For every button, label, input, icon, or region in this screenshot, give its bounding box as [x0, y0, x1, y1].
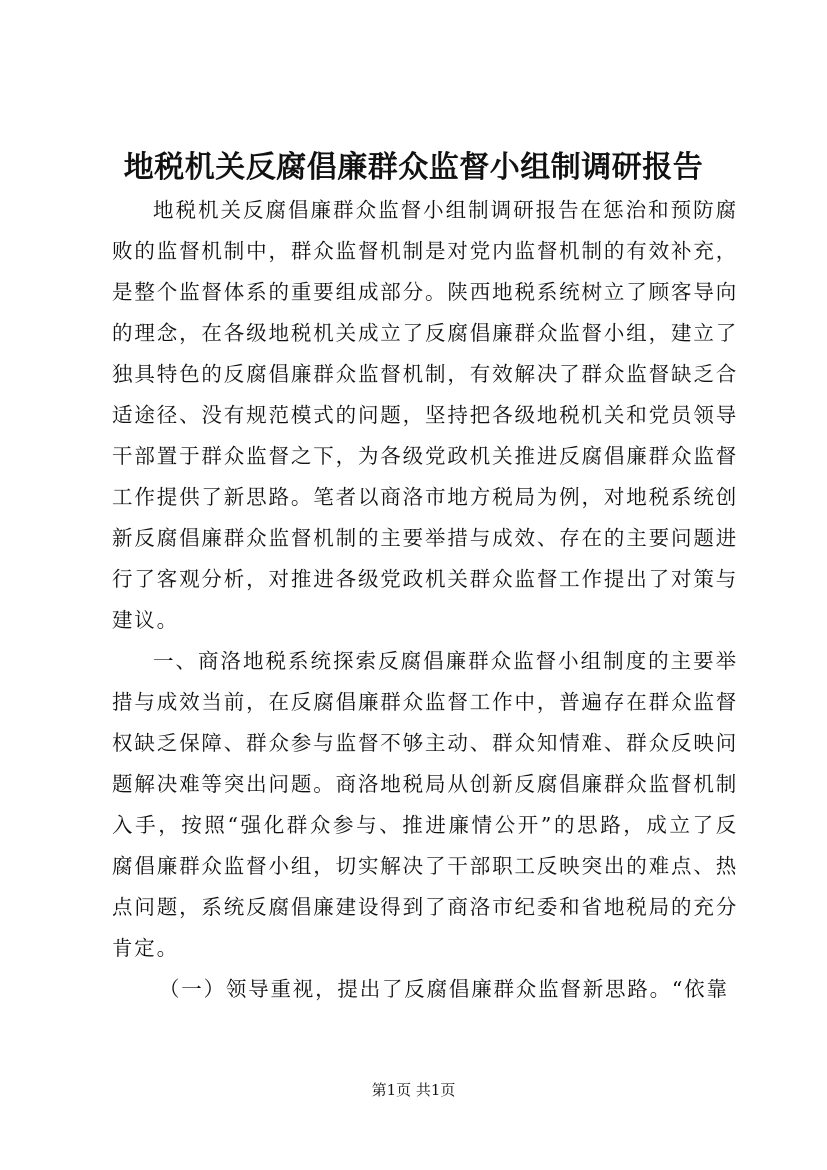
page-number: 第1页 共1页 — [371, 1081, 456, 1099]
paragraph-section-one: 一、商洛地税系统探索反腐倡廉群众监督小组制度的主要举措与成效当前，在反腐倡廉群众监督工作中，普遍存在群众监督权缺乏保障、群众参与监督不够主动、群众知情难、群众反映问题解决难等突出问题。商洛地税局从创新反腐倡廉群众监督机制入手，按照“强化群众参与、推进廉情公开”的思路，成立了反腐倡廉群众监督小组，切实解决了干部职工反映突出的难点、热点问题，系统反腐倡廉建设得到了商洛市纪委和省地税局的充分肯定。 — [112, 649, 738, 960]
paragraph-intro: 地税机关反腐倡廉群众监督小组制调研报告在惩治和预防腐败的监督机制中，群众监督机制是对党内监督机制的有效补充，是整个监督体系的重要组成部分。陕西地税系统树立了顾客导向的理念，在各级地税机关成立了反腐倡廉群众监督小组，建立了独具特色的反腐倡廉群众监督机制，有效解决了群众监督缺乏合适途径、没有规范模式的问题，坚持把各级地税机关和党员领导干部置于群众监督之下，为各级党政机关推进反腐倡廉群众监督工作提供了新思路。笔者以商洛市地方税局为例，对地税系统创新反腐倡廉群众监督机制的主要举措与成效、存在的主要问题进行了客观分析，对推进各级党政机关群众监督工作提出了对策与建议。 — [112, 198, 738, 632]
document-body — [112, 190, 738, 1010]
paragraph-subsection-one: （一）领导重视，提出了反腐倡廉群众监督新思路。“依靠 — [159, 977, 729, 1001]
document-title: 地税机关反腐倡廉群众监督小组制调研报告 — [123, 150, 704, 185]
